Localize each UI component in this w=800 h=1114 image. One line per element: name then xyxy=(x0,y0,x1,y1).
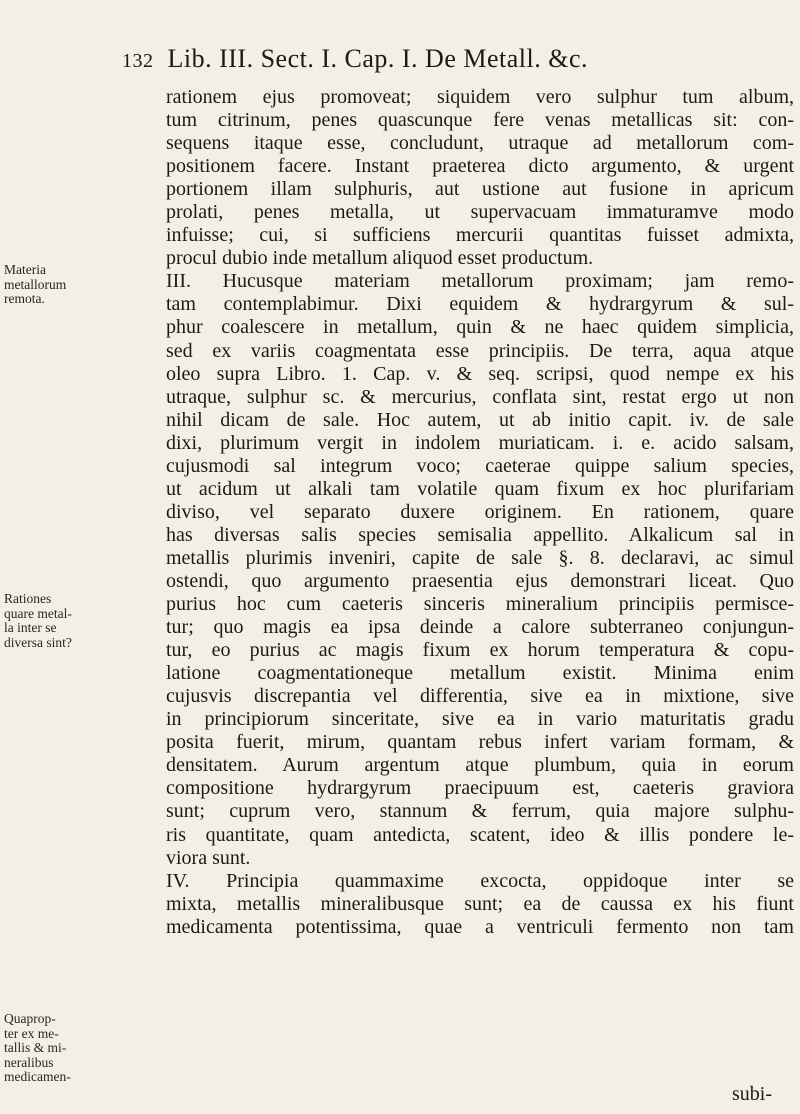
margin-note-line: metallorum xyxy=(4,276,67,292)
text-line: in principiorum sinceritate, sive ea in vario maturitatis gradu xyxy=(166,708,794,731)
catchword: subi- xyxy=(732,1083,772,1105)
margin-note-line: remota. xyxy=(4,291,45,306)
body-text xyxy=(166,86,794,939)
text-line: procul dubio inde metallum aliquod esset productum. xyxy=(166,247,594,270)
margin-note-line: diversa sint? xyxy=(4,634,72,650)
text-line: densitatem. Aurum argentum atque plumbum, quia in eorum xyxy=(166,754,794,777)
text-line: prolati, penes metalla, ut supervacuam immaturamve modo xyxy=(166,201,794,224)
text-line: phur coalescere in metallum, quin & ne haec quidem simplicia, xyxy=(166,316,794,339)
text-line: portionem illam sulphuris, aut ustione aut fusione in apricum xyxy=(166,178,794,201)
text-line: rationem ejus promoveat; siquidem vero sulphur tum album, xyxy=(166,86,794,108)
text-line: cujusvis discrepantia vel differentia, sive ea in mixtione, sive xyxy=(166,685,794,708)
margin-note-line: neralibus xyxy=(4,1054,54,1070)
text-line: tam contemplabimur. Dixi equidem & hydrargyrum & sul- xyxy=(166,293,794,316)
text-line: IV. Principia quammaxime excocta, oppidoque inter se xyxy=(166,869,794,892)
page-number: 132 xyxy=(122,50,154,72)
margin-note-line: quare metal- xyxy=(4,605,72,621)
margin-note-line: la inter se xyxy=(4,620,57,635)
text-line: sed ex variis coagmentata esse principiis. De terra, aqua atque xyxy=(166,339,794,362)
text-line: diviso, vel separato duxere originem. En rationem, quare xyxy=(166,500,794,523)
text-line: III. Hucusque materiam metallorum proximam; jam remo- xyxy=(166,270,794,293)
text-line: mixta, metallis mineralibusque sunt; ea de caussa ex his fiunt xyxy=(166,892,794,915)
margin-note-line: ter ex me- xyxy=(4,1025,59,1041)
margin-note-materia-remota xyxy=(4,263,164,307)
text-line: purius hoc cum caeteris sinceris mineralium principiis permisce- xyxy=(166,593,794,616)
text-line: sequens itaque esse, concludunt, utraque ad metallorum com- xyxy=(166,132,794,155)
text-line: compositione hydrargyrum praecipuum est, caeteris graviora xyxy=(166,777,794,800)
text-line: viora sunt. xyxy=(166,846,251,869)
text-line: metallis plurimis inveniri, capite de sale §. 8. declaravi, ac simul xyxy=(166,546,794,569)
running-header xyxy=(122,44,782,80)
margin-note-quapropter xyxy=(4,1012,164,1085)
text-line: posita fuerit, mirum, quantam rebus infert variam formam, & xyxy=(166,731,794,754)
margin-note-rationes xyxy=(4,592,164,650)
text-line: has diversas salis species semisalia appellito. Alkalicum sal in xyxy=(166,523,794,546)
text-line: sunt; cuprum vero, stannum & ferrum, quia majore sulphu- xyxy=(166,800,794,823)
text-line: tur; quo magis ea ipsa deinde a calore subterraneo conjungun- xyxy=(166,616,794,639)
text-line: ris quantitate, quam antedicta, scatent, ideo & illis pondere le- xyxy=(166,823,794,846)
text-line: medicamenta potentissima, quae a ventriculi fermento non tam xyxy=(166,915,794,938)
margin-note-line: Materia xyxy=(4,262,46,277)
text-line: oleo supra Libro. 1. Cap. v. & seq. scripsi, quod nempe ex his xyxy=(166,362,794,385)
margin-note-line: Rationes xyxy=(4,591,52,606)
margin-note-line: Quaprop- xyxy=(4,1011,56,1026)
running-title: Lib. III. Sect. I. Cap. I. De Metall. &c. xyxy=(167,44,588,73)
text-line: latione coagmentationeque metallum existit. Minima enim xyxy=(166,662,794,685)
text-line: dixi, plurimum vergit in indolem muriaticam. i. e. acido salsam, xyxy=(166,431,794,454)
text-line: cujusmodi sal integrum voco; caeterae quippe salium species, xyxy=(166,454,794,477)
text-line: infuisse; cui, si sufficiens mercurii quantitas fuisset admixta, xyxy=(166,224,794,247)
text-line: ut acidum ut alkali tam volatile quam fixum ex hoc plurifariam xyxy=(166,477,794,500)
text-line: nihil dicam de sale. Hoc autem, ut ab initio capit. iv. de sale xyxy=(166,408,794,431)
text-line: tum citrinum, penes quascunque fere venas metallicas sit: con- xyxy=(166,109,794,132)
margin-note-line: tallis & mi- xyxy=(4,1040,67,1055)
text-line: positionem facere. Instant praeterea dicto argumento, & urgent xyxy=(166,155,794,178)
text-line: ostendi, quo argumento praesentia ejus demonstrari liceat. Quo xyxy=(166,569,794,592)
text-line: tur, eo purius ac magis fixum ex horum temperatura & copu- xyxy=(166,639,794,662)
text-line: utraque, sulphur sc. & mercurius, conflata sint, restat ergo ut non xyxy=(166,385,794,408)
margin-note-line: medicamen- xyxy=(4,1069,71,1084)
